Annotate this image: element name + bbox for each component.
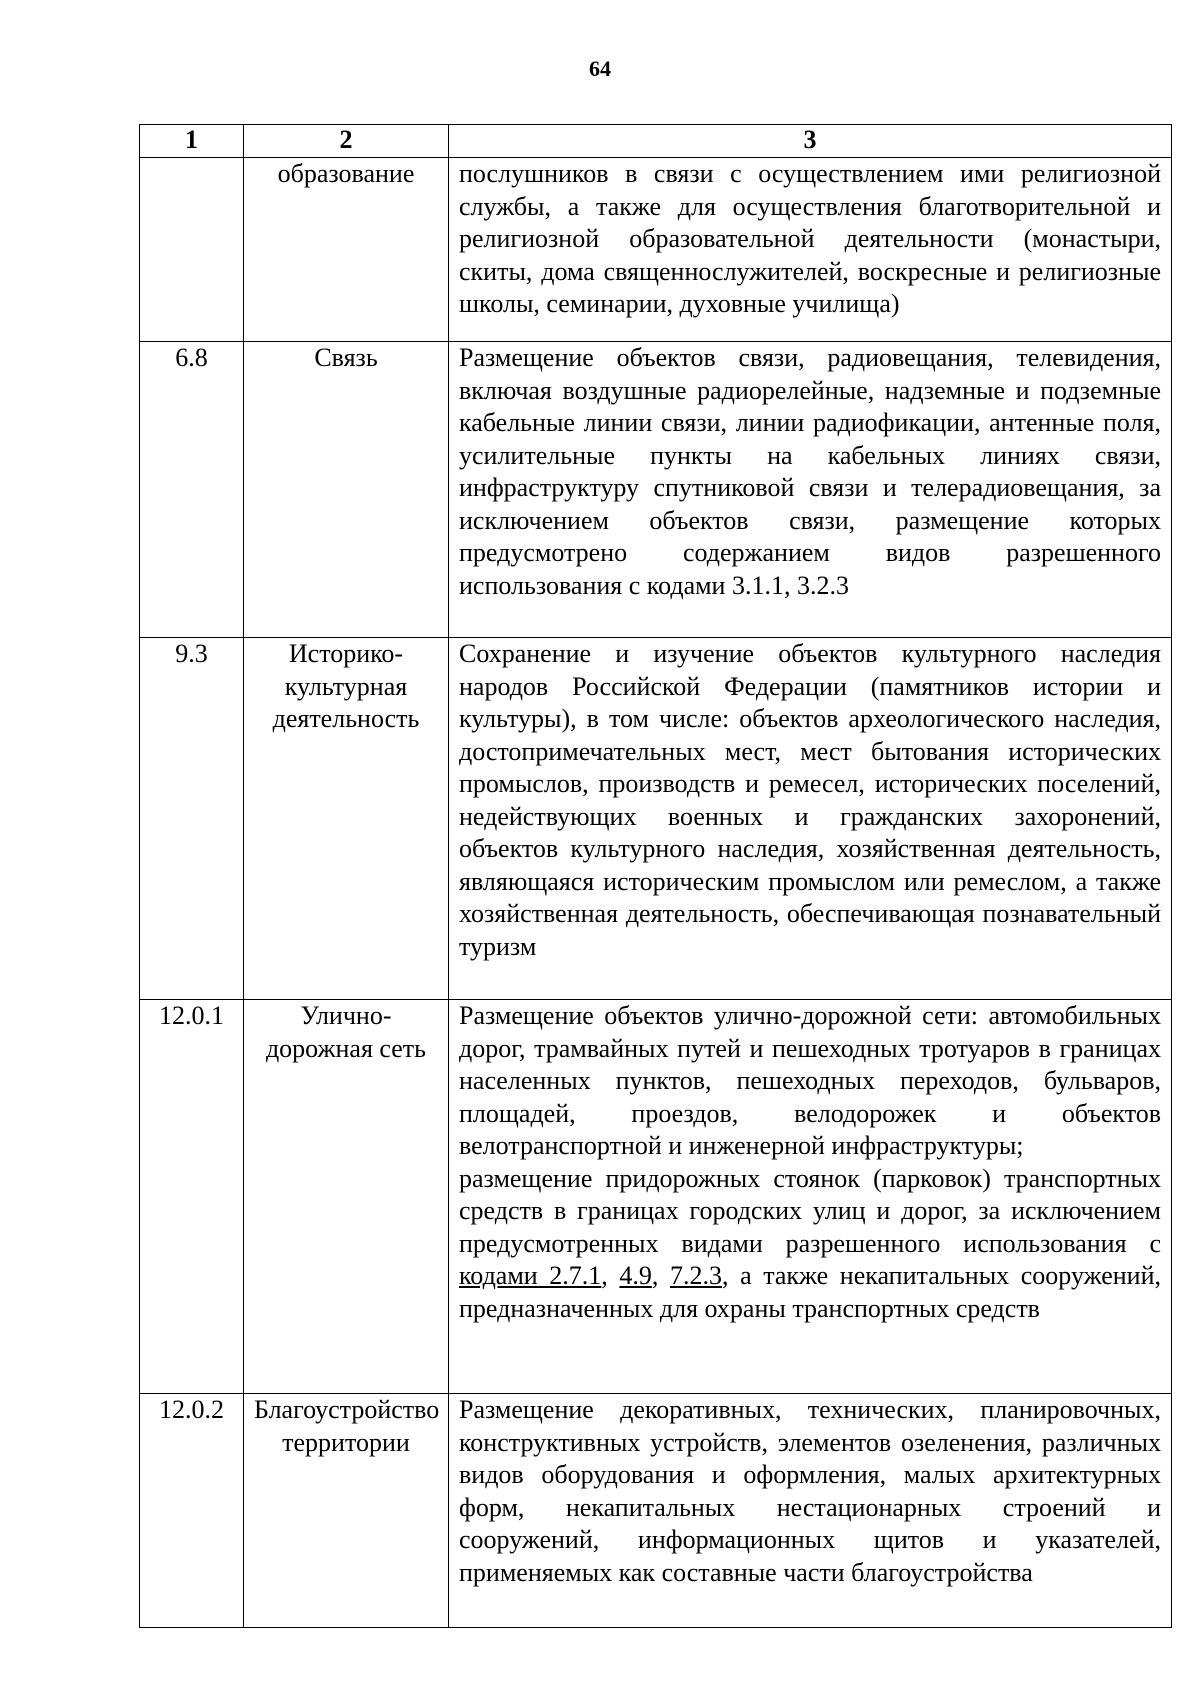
row-name: Улично-дорожная сеть bbox=[244, 1000, 449, 1394]
code-link[interactable]: 4.9 bbox=[619, 1261, 652, 1290]
description-text: размещение придорожных стоянок (парковок) транспортных средств в границах городских улиц и дорог, за исключением предусмотренных видами разрешенного использования с bbox=[459, 1163, 1161, 1258]
separator-text: , bbox=[651, 1261, 670, 1290]
row-name: Связь bbox=[244, 342, 449, 638]
table-row bbox=[140, 1000, 1172, 1394]
description-paragraph bbox=[459, 1163, 1161, 1326]
row-description bbox=[449, 1000, 1172, 1394]
page-number: 64 bbox=[589, 56, 611, 81]
row-name: Благоустройство территории bbox=[244, 1394, 449, 1628]
code-link[interactable]: кодами 2.7.1 bbox=[459, 1261, 602, 1290]
row-code bbox=[140, 158, 244, 342]
separator-text: , bbox=[601, 1261, 620, 1290]
row-name: Историко-культурная деятельность bbox=[244, 638, 449, 1000]
table-row bbox=[140, 638, 1172, 1000]
row-code: 12.0.2 bbox=[140, 1394, 244, 1628]
column-header-name: 2 bbox=[244, 125, 449, 158]
table-row bbox=[140, 342, 1172, 638]
table-row bbox=[140, 1394, 1172, 1628]
row-code: 12.0.1 bbox=[140, 1000, 244, 1394]
row-name: образование bbox=[244, 158, 449, 342]
column-header-code: 1 bbox=[140, 125, 244, 158]
column-header-description: 3 bbox=[449, 125, 1172, 158]
row-description: Размещение объектов связи, радиовещания, телевидения, включая воздушные радиорелейные, надземные и подземные кабельные линии связи, линии радиофикации, антенные поля, усилительные пункты на кабельных линиях связи, инфраструктуру спутниковой связи и телерадиовещания, за исключением объектов связи, размещение которых предусмотрено содержанием видов разрешенного использования с кодами 3.1.1, 3.2.3 bbox=[449, 342, 1172, 638]
row-description: Сохранение и изучение объектов культурного наследия народов Российской Федерации (памятников истории и культуры), в том числе: объектов археологического наследия, достопримечательных мест, мест бытования исторических промыслов, производств и ремесел, исторических поселений, недействующих военных и гражданских захоронений, объектов культурного наследия, хозяйственная деятельность, являющаяся историческим промыслом или ремеслом, а также хозяйственная деятельность, обеспечивающая познавательный туризм bbox=[449, 638, 1172, 1000]
row-code: 9.3 bbox=[140, 638, 244, 1000]
table-row bbox=[140, 158, 1172, 342]
row-code: 6.8 bbox=[140, 342, 244, 638]
row-description: послушников в связи с осуществлением ими религиозной службы, а также для осуществления благотворительной и религиозной образовательной деятельности (монастыри, скиты, дома священнослужителей, воскресные и религиозные школы, семинарии, духовные училища) bbox=[449, 158, 1172, 342]
land-use-table bbox=[139, 124, 1172, 1628]
description-paragraph: Размещение объектов улично-дорожной сети: автомобильных дорог, трамвайных путей и пешеходных тротуаров в границах населенных пунктов, пешеходных переходов, бульваров, площадей, проездов, велодорожек и объектов велотранспортной и инженерной инфраструктуры; bbox=[459, 1001, 1161, 1160]
description-text: , а также некапитальных сооружений, предназначенных для охраны транспортных средств bbox=[459, 1261, 1162, 1323]
code-link[interactable]: 7.2.3 bbox=[669, 1261, 722, 1290]
table-header-row bbox=[140, 125, 1172, 158]
row-description: Размещение декоративных, технических, планировочных, конструктивных устройств, элементов озеленения, различных видов оборудования и оформления, малых архитектурных форм, некапитальных нестационарных строений и сооружений, информационных щитов и указателей, применяемых как составные части благоустройства bbox=[449, 1394, 1172, 1628]
